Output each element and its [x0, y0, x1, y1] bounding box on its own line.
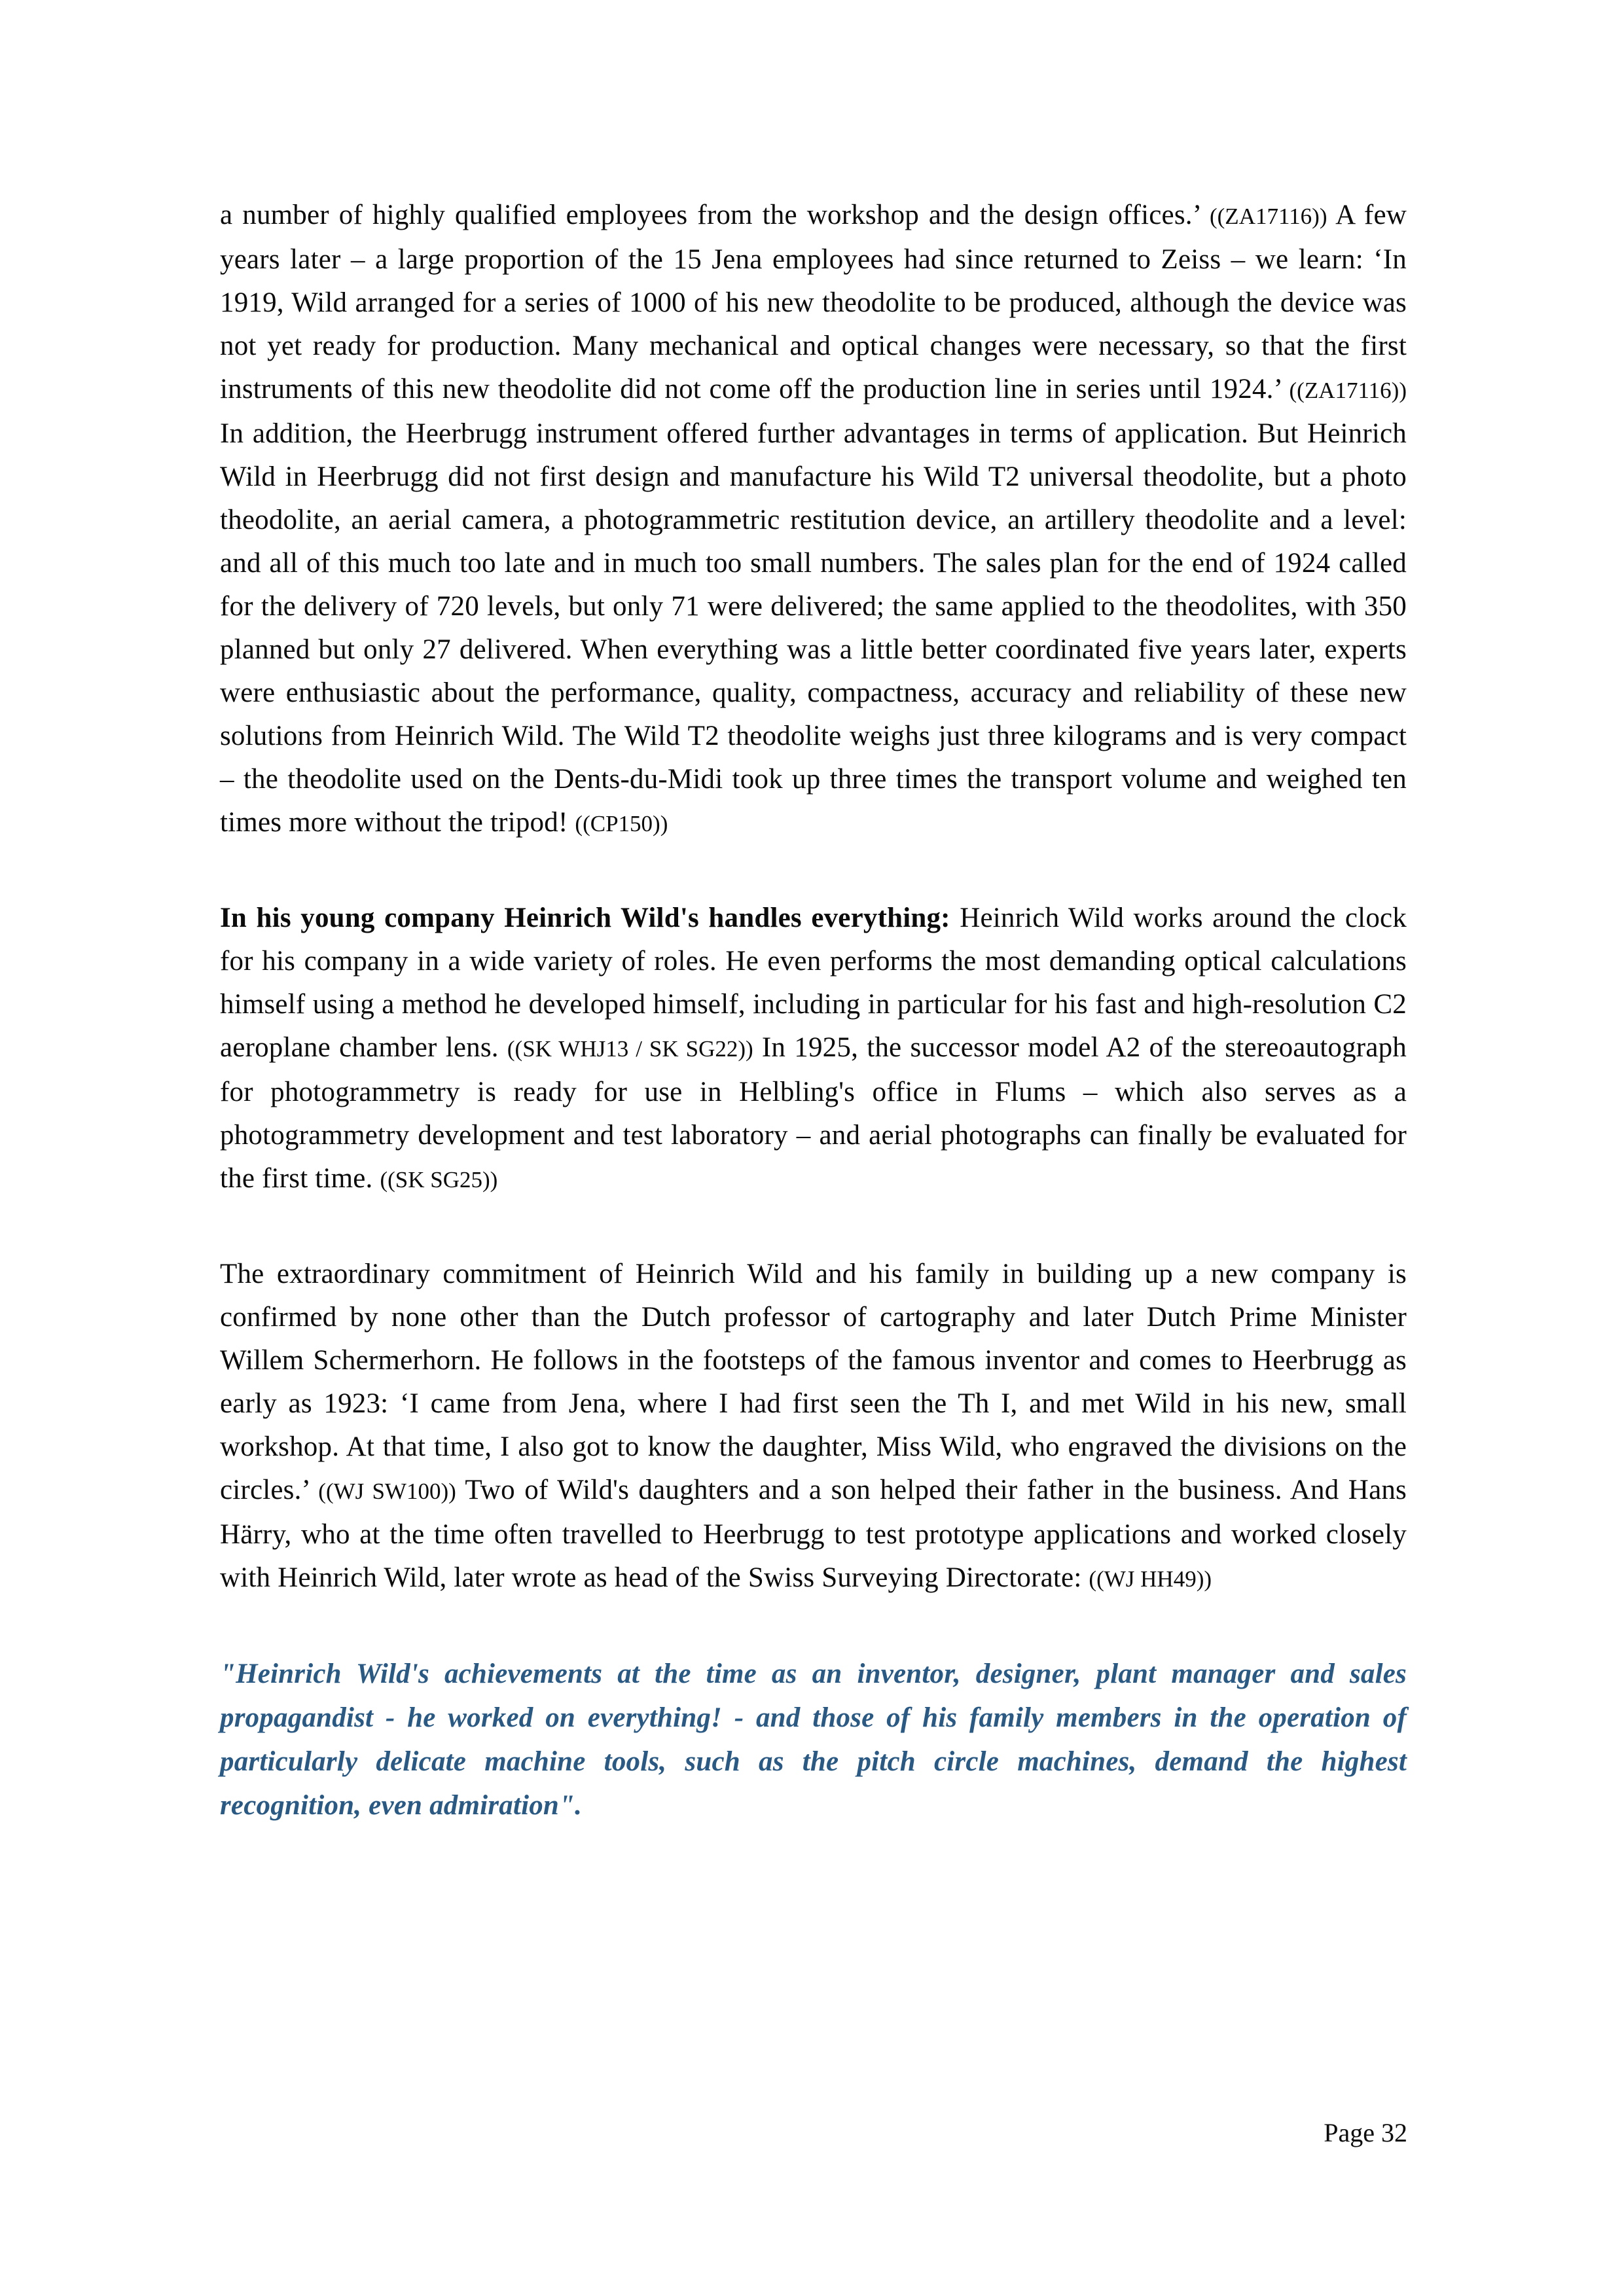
- text-run-cite: ((SK SG25)): [380, 1167, 498, 1193]
- text-run-normal: In 1925, the successor model A2 of the stereoautograph for photogrammetry is ready for use in Helbling's office in Flums – which also serves as a photogrammetry development and test laboratory – and aerial photographs can finally be evaluated for the first time.: [220, 1032, 1414, 1194]
- page-number: Page 32: [1324, 2118, 1407, 2147]
- text-run-cite: ((ZA17116)): [1210, 204, 1327, 229]
- text-run-normal: a number of highly qualified employees from the workshop and the design offices.’: [220, 200, 1210, 230]
- text-run-normal: Two of Wild's daughters and a son helped their father in the business. And Hans Härry, who at the time often travelled to Heerbrugg to test prototype applications and worked closely with Heinrich Wild, later wrote as head of the Swiss Surveying Directorate:: [220, 1475, 1414, 1593]
- text-run-normal: In addition, the Heerbrugg instrument offered further advantages in terms of application. But Heinrich Wild in Heerbrugg did not first design and manufacture his Wild T2 universal theodolite, but a photo theodolite, an aerial camera, a photogrammetric restitution device, an artillery theodolite and a level: and all of this much too late and in much too small numbers. The sales plan for the end of 1924 called for the delivery of 720 levels, but only 71 were delivered; the same applied to the theodolites, with 350 planned but only 27 delivered. When everything was a little better coordinated five years later, experts were enthusiastic about the performance, quality, compactness, accuracy and reliability of these new solutions from Heinrich Wild. The Wild T2 theodolite weighs just three kilograms and is very compact – the theodolite used on the Dents-du-Midi took up three times the transport volume and weighed ten times more without the tripod!: [220, 374, 1414, 838]
- body-paragraph-continuation: [220, 194, 1414, 846]
- text-run-quote: "Heinrich Wild's achievements at the time as an inventor, designer, plant manager and sales propagandist - he worked on everything! - and those of his family members in the operation of particularly delicate machine tools, such as the pitch circle machines, demand the highest recognition, even admiration".: [220, 1659, 1414, 1821]
- text-run-normal: A few years later – a large proportion of the 15 Jena employees had since returned to Zeiss – we learn: ‘In 1919, Wild arranged for a series of 1000 of his new theodolite to be produced, although the device was not yet ready for production. Many mechanical and optical changes were necessary, so that the first instruments of this new theodolite did not come off the production line in series until 1924.’: [220, 200, 1414, 404]
- text-run-cite: ((SK WHJ13 / SK SG22)): [507, 1036, 753, 1062]
- text-run-normal: Heinrich Wild works around the clock for his company in a wide variety of roles. He even performs the most demanding optical calculations himself using a method he developed himself, including in particular for his fast and high-resolution C2 aeroplane chamber lens.: [220, 903, 1414, 1063]
- body-paragraph-young-company: [220, 897, 1414, 1202]
- pull-quote: [220, 1652, 1414, 1827]
- text-run-cite: ((WJ HH49)): [1089, 1566, 1212, 1592]
- text-run-bold: In his young company Heinrich Wild's handles everything:: [220, 903, 960, 933]
- body-paragraph-commitment: [220, 1253, 1414, 1601]
- text-run-cite: ((CP150)): [575, 811, 668, 836]
- text-run-cite: ((WJ SW100)): [318, 1479, 456, 1504]
- page-content: [220, 194, 1414, 1827]
- text-run-normal: The extraordinary commitment of Heinrich Wild and his family in building up a new company is confirmed by none other than the Dutch professor of cartography and later Dutch Prime Minister Willem Schermerhorn. He follows in the footsteps of the famous inventor and comes to Heerbrugg as early as 1923: ‘I came from Jena, where I had first seen the Th I, and met Wild in his new, small workshop. At that time, I also got to know the daughter, Miss Wild, who engraved the divisions on the circles.’: [220, 1259, 1414, 1505]
- page-footer: [1324, 2117, 1407, 2149]
- text-run-cite: ((ZA17116)): [1289, 378, 1407, 403]
